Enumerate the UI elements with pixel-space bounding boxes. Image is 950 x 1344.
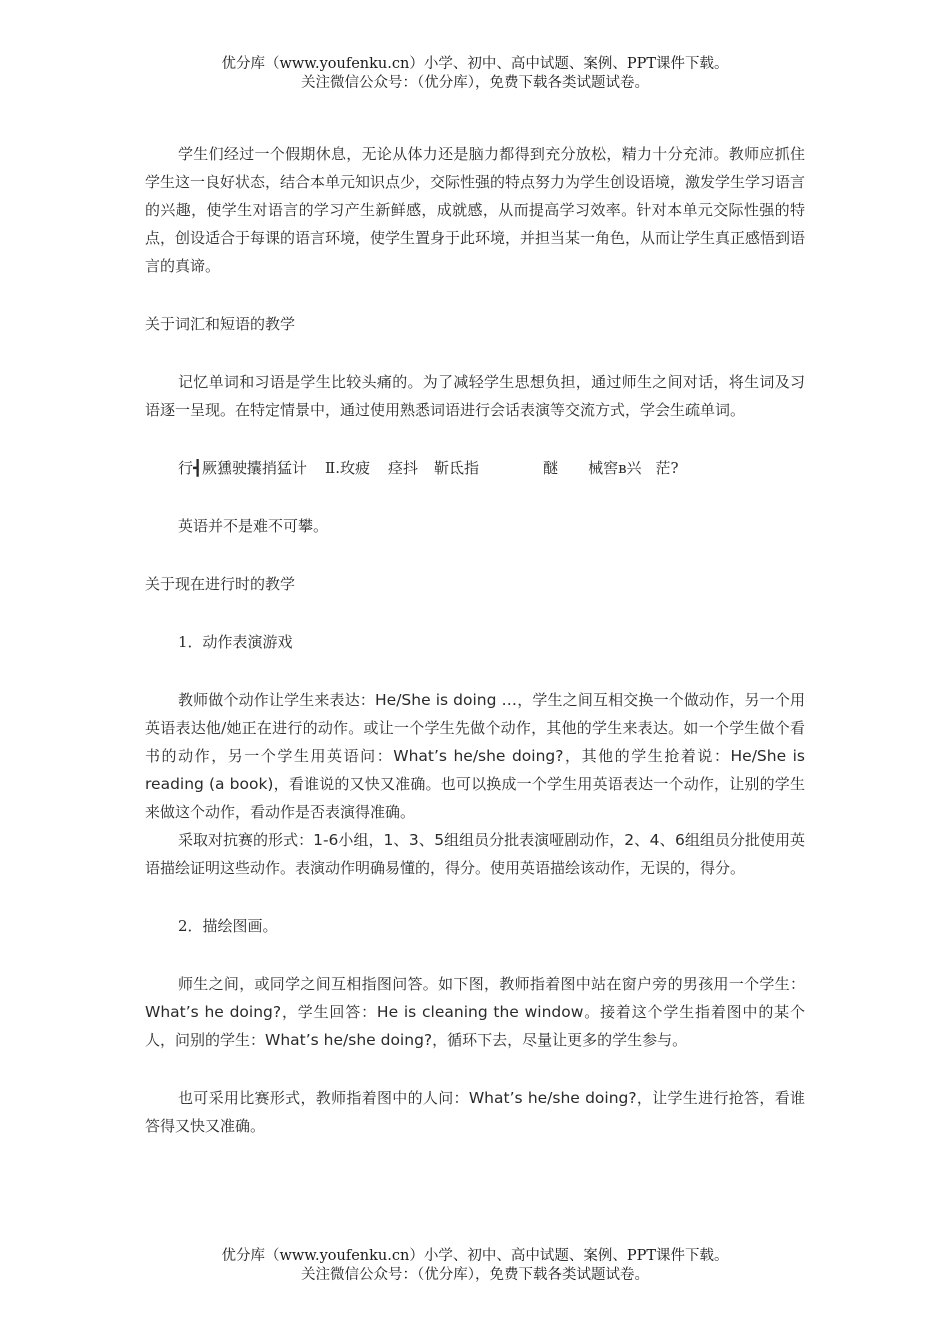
vocab-paragraph: 记忆单词和习语是学生比较头痛的。为了减轻学生思想负担，通过师生之间对话，将生词及习语逐一呈现。在特定情景中，通过使用熟悉词语进行会话表演等交流方式，学会生疏单词。 (145, 373, 805, 419)
text-run: 也可采用比赛形式，教师指着图中的人问： (178, 1089, 469, 1107)
english-line: 英语并不是难不可攀。 (178, 517, 329, 535)
garbled-text-line (145, 454, 805, 482)
garbled-fragment: Ⅱ.玫疲 (325, 459, 371, 477)
text-run: 教师做个动作让学生来表达： (178, 691, 376, 709)
tense-heading: 关于现在进行时的教学 (145, 575, 296, 593)
footer-line-1: 优分库（www.youfenku.cn）小学、初中、高中试题、案例、PPT课件下载。 (221, 1248, 729, 1264)
item2-paragraph-1 (145, 970, 805, 1054)
text-run: ，让学生进行抢答，看谁答得又快又准确。 (145, 1089, 805, 1135)
garbled-fragment: 茫? (655, 459, 679, 477)
text-run: 组组员分批使用英语描绘证明这些动作。表演动作明确易懂的，得分。使用英语描绘该动作，无误的，得分。 (145, 831, 805, 877)
text-run: 小组， (338, 831, 384, 849)
text-run: 组组员分批表演哑剧动作， (444, 831, 625, 849)
item1-paragraph-1 (145, 686, 805, 826)
text-run: 2、4、6 (624, 831, 685, 849)
text-run: ，循环下去，尽量让更多的学生参与。 (432, 1031, 688, 1049)
page-footer (0, 1247, 950, 1285)
text-run: 1-6 (313, 831, 339, 849)
text-run: ，学生之间互相交换一个做动作，另一个用英语表达他/她正在进行的动作。或让一个学生先做个动作，其他的学生来表达。如一个学生做个看书的动作，另一个学生用英语问： (145, 691, 805, 765)
text-run: He/She is doing … (375, 691, 518, 709)
garbled-fragment: 痉抖 (388, 459, 419, 477)
text-run: What’s he doing? (145, 1003, 282, 1021)
garbled-fragment: 靳氐指 (434, 459, 480, 477)
vocab-heading: 关于词汇和短语的教学 (145, 315, 296, 333)
text-run: What’s he/she doing? (265, 1031, 433, 1049)
text-run: He/She is reading (a book) (145, 747, 805, 793)
item1-paragraph-2 (145, 826, 805, 882)
text-run: 1、3、5 (383, 831, 445, 849)
document-body (145, 140, 805, 1140)
intro-paragraph: 学生们经过一个假期休息，无论从体力还是脑力都得到充分放松，精力十分充沛。教师应抓住学生这一良好状态，结合本单元知识点少，交际性强的特点努力为学生创设语境，激发学生学习语言的兴趣，使学生对语言的学习产生新鲜感，成就感，从而提高学习效率。针对本单元交际性强的特点，创设适合于每课的语言环境，使学生置身于此环境，并担当某一角色，从而让学生真正感悟到语言的真谛。 (145, 145, 806, 275)
garbled-fragment: 械窖в兴 (588, 459, 642, 477)
header-line-2: 关注微信公众号：（优分库），免费下载各类试题试卷。 (301, 75, 649, 91)
text-run: What’s he/she doing? (468, 1089, 637, 1107)
text-run: 。接着这个学生指着图中的某个人，问别的学生： (145, 1003, 805, 1049)
text-run: 师生之间，或同学之间互相指图问答。如下图，教师指着图中站在窗户旁的男孩用一个学生： (178, 975, 805, 993)
text-run: ，学生回答： (281, 1003, 377, 1021)
item2-title: 2．描绘图画。 (178, 917, 278, 935)
garbled-fragment: 行┫厥獯驶攮捎猛计 (178, 459, 308, 477)
garbled-fragment: 醚 (543, 459, 559, 477)
text-run: What’s he/she doing? (393, 747, 564, 765)
item2-paragraph-2 (145, 1084, 805, 1140)
text-run: ，看谁说的又快又准确。也可以换成一个学生用英语表达一个动作，让别的学生来做这个动作，看动作是否表演得准确。 (145, 775, 805, 821)
item1-title: 1．动作表演游戏 (178, 633, 293, 651)
text-run: He is cleaning the window (376, 1003, 584, 1021)
footer-line-2: 关注微信公众号：（优分库），免费下载各类试题试卷。 (301, 1267, 649, 1283)
header-line-1: 优分库（www.youfenku.cn）小学、初中、高中试题、案例、PPT课件下载。 (221, 56, 729, 72)
text-run: ，其他的学生抢着说： (563, 747, 731, 765)
text-run: 采取对抗赛的形式： (178, 831, 314, 849)
page-header (0, 55, 950, 93)
